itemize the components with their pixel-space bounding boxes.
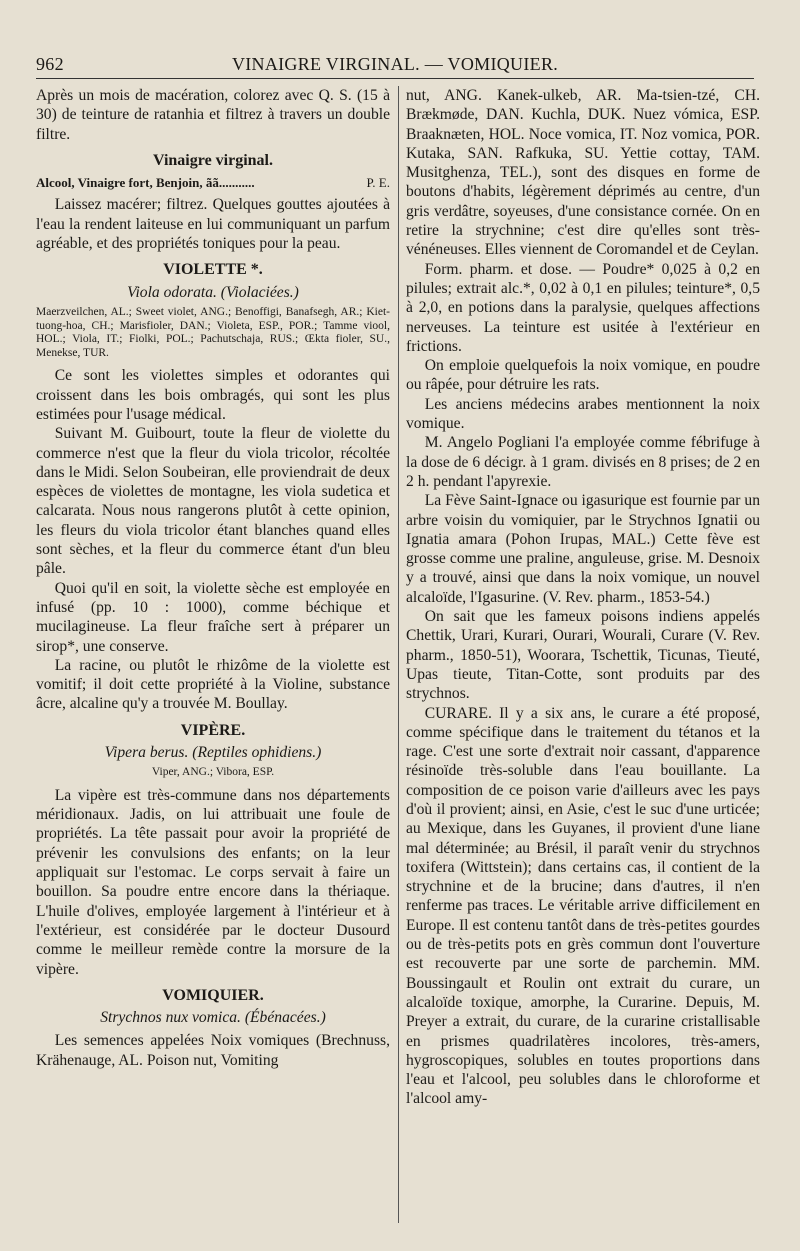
formula-parts: P. E. (366, 175, 390, 191)
paragraph: Après un mois de macération, colorez avec Q. S. (15 à 30) de teinture de ratanhia et filtrez à travers un double filtre. (36, 87, 390, 143)
section-title-vipere: VIPÈRE. (180, 721, 246, 739)
paragraph: M. Angelo Pogliani l'a employée comme fébrifuge à la dose de 6 décigr. à 1 gram. divisés en 8 prises; de 2 en 2 h. pendant l'apyrexie. (406, 434, 760, 490)
paragraph: nut, ANG. Kanek-ulkeb, AR. Ma-tsien-tzé, CH. Brækmøde, DAN. Kuchla, DUK. Nuez vómica, ESP. Braaknæten, HOL. Noce vomica, IT. Noz vomica, POR. Kutaka, SAN. Rafkuka, SU. Yettie cottay, TAM. Musitghenza, TEL.), sont des disques en forme de boutons d'habits, légèrement déprimés au centre, d'un gris verdâtre, soyeuses, d'une consistance cornée. On en retire la strychnine; c'est dire qu'elles sont très-vénéneuses. Elles viennent de Coromandel et de Ceylan. (406, 87, 760, 259)
left-column (36, 86, 390, 1223)
section-title-vinaigre: Vinaigre virginal. (153, 151, 273, 169)
column-divider (398, 86, 399, 1223)
section-title-vomiquier: VOMIQUIER. (162, 986, 264, 1004)
page-number: 962 (36, 54, 64, 74)
paragraph: Suivant M. Guibourt, toute la fleur de violette du commerce n'est que la fleur du viola tricolor, récoltée dans le Midi. Selon Soubeiran, elle proviendrait de deux espèces de violettes de montagne, les viola sudetica et calcarata. Nous nous rangerons plutôt à cette opinion, les fleurs du viola tricolor étant blanches quand elles sont sèches, et la fleur du commerce étant d'un bleu pâle. (36, 425, 390, 578)
synonyms-vipere: Viper, ANG.; Vibora, ESP. (151, 766, 275, 779)
paragraph: On emploie quelquefois la noix vomique, en poudre ou râpée, pour détruire les rats. (406, 357, 760, 394)
paragraph: Les semences appelées Noix vomiques (Brechnuss, Krähenauge, AL. Poison nut, Vomiting (36, 1032, 390, 1069)
formula-line (36, 173, 390, 192)
paragraph: Ce sont les violettes simples et odorantes qui croissent dans les bois ombragés, qui sont les plus estimées pour l'usage médical. (36, 367, 390, 423)
paragraph: CURARE. Il y a six ans, le curare a été proposé, comme spécifique dans le traitement du tétanos et la rage. C'est une sorte d'extrait noir cassant, d'apparence résinoïde très-soluble dans l'eau bouillante. La composition de ce poison varie d'ailleurs avec les pays d'où il provient; ainsi, en Asie, c'est le suc d'une urticée; au Mexique, dans les Guyanes, il provient d'une liane mal déterminée; au Brésil, il paraît venir du strychnos toxifera (Wittstein); dans certains cas, il contient de la strychnine et de la brucine; dans d'autres, il n'en renferme pas traces. Le véritable arrive difficilement en Europe. Il est contenu tantôt dans de très-petites gourdes ou de très-petits pots en grès commun dont l'ouverture est recouverte par une sorte de parchemin. MM. Boussingault et Roulin ont extrait du curare, un alcaloïde toxique, amorphe, la Curarine. Depuis, M. Preyer a extrait, du curare, de la curarine cristallisable en prismes quadrilatères incolores, très-amers, hygroscopiques, solubles en toutes proportions dans l'eau et l'alcool, peu solubles dans le chloroforme et l'alcool amy- (406, 704, 760, 1108)
section-subtitle-vomiquier: Strychnos nux vomica. (Ébénacées.) (100, 1009, 326, 1027)
paragraph: Quoi qu'il en soit, la violette sèche est employée en infusé (pp. 10 : 1000), comme béchique et mucilagineuse. La fleur fraîche sert à préparer un sirop*, une conserve. (36, 579, 390, 655)
section-subtitle-vipere: Vipera berus. (Reptiles ophidiens.) (104, 743, 322, 761)
right-column (406, 86, 760, 1223)
synonyms-violette: Maerzveilchen, AL.; Sweet violet, ANG.; Benoffigi, Banafsegh, AR.; Kiet-tuong-hoa, CH.; Marisfioler, DAN.; Violeta, ESP., POR.; Tamme viool, HOL.; Viola, IT.; Fiolki, POL.; Pachutschaja, RUS.; Œkta fioler, SU., Menekse, TUR. (36, 305, 390, 359)
paragraph: La racine, ou plutôt le rhizôme de la violette est vomitif; il doit cette propriété à la Violine, substance âcre, alcaline qu'y a trouvée M. Boullay. (36, 656, 390, 713)
section-subtitle-violette: Viola odorata. (Violaciées.) (127, 283, 299, 301)
formula-ingredients: Alcool, Vinaigre fort, Benjoin, ãã........... (36, 175, 255, 191)
paragraph: Les anciens médecins arabes mentionnent la noix vomique. (406, 395, 760, 433)
running-title: VINAIGRE VIRGINAL. — VOMIQUIER. (231, 54, 559, 74)
paragraph: La Fève Saint-Ignace ou igasurique est fournie par un arbre voisin du vomiquier, par le Strychnos Ignatii ou Ignatia amara (Pohon Irupas, MAL.) Cette fève est grosse comme une praline, anguleuse, grise. M. Desnoix y a trouvé, ainsi que dans la noix vomique, un nouvel alcaloïde, l'Igasurine. (V. Rev. pharm., 1853-54.) (406, 492, 760, 606)
paragraph: Form. pharm. et dose. — Poudre* 0,025 à 0,2 en pilules; extrait alc.*, 0,02 à 0,1 en pilules; teinture*, 0,5 à 2,0, en potions dans la paralysie, quelques affections nerveuses. La teinture est usitée à l'extérieur en frictions. (406, 260, 760, 355)
header-rule (36, 78, 754, 79)
page-header (36, 54, 754, 80)
paragraph: Laissez macérer; filtrez. Quelques gouttes ajoutées à l'eau la rendent laiteuse en lui communiquant un parfum agréable, et des propriétés toniques pour la peau. (36, 196, 390, 253)
paragraph: On sait que les fameux poisons indiens appelés Chettik, Urari, Kurari, Ourari, Wourali, Curare (V. Rev. pharm., 1850-51), Woorara, Tschettik, Ticunas, Tieuté, Upas tieute, Titan-Cotte, sont produits par des strychnos. (406, 608, 760, 703)
section-title-violette: VIOLETTE *. (163, 261, 263, 279)
paragraph: La vipère est très-commune dans nos départements méridionaux. Jadis, on lui attribuait une foule de propriétés. La tête passait pour avoir la propriété de prévenir les convulsions des enfants; on la leur appliquait sur l'estomac. Le corps servait à faire un bouillon. Sa poudre entre encore dans la thériaque. L'huile d'olives, employée largement à l'intérieur et à l'extérieur, est considérée par le docteur Dusourd comme le meilleur remède contre la morsure de la vipère. (36, 786, 390, 978)
